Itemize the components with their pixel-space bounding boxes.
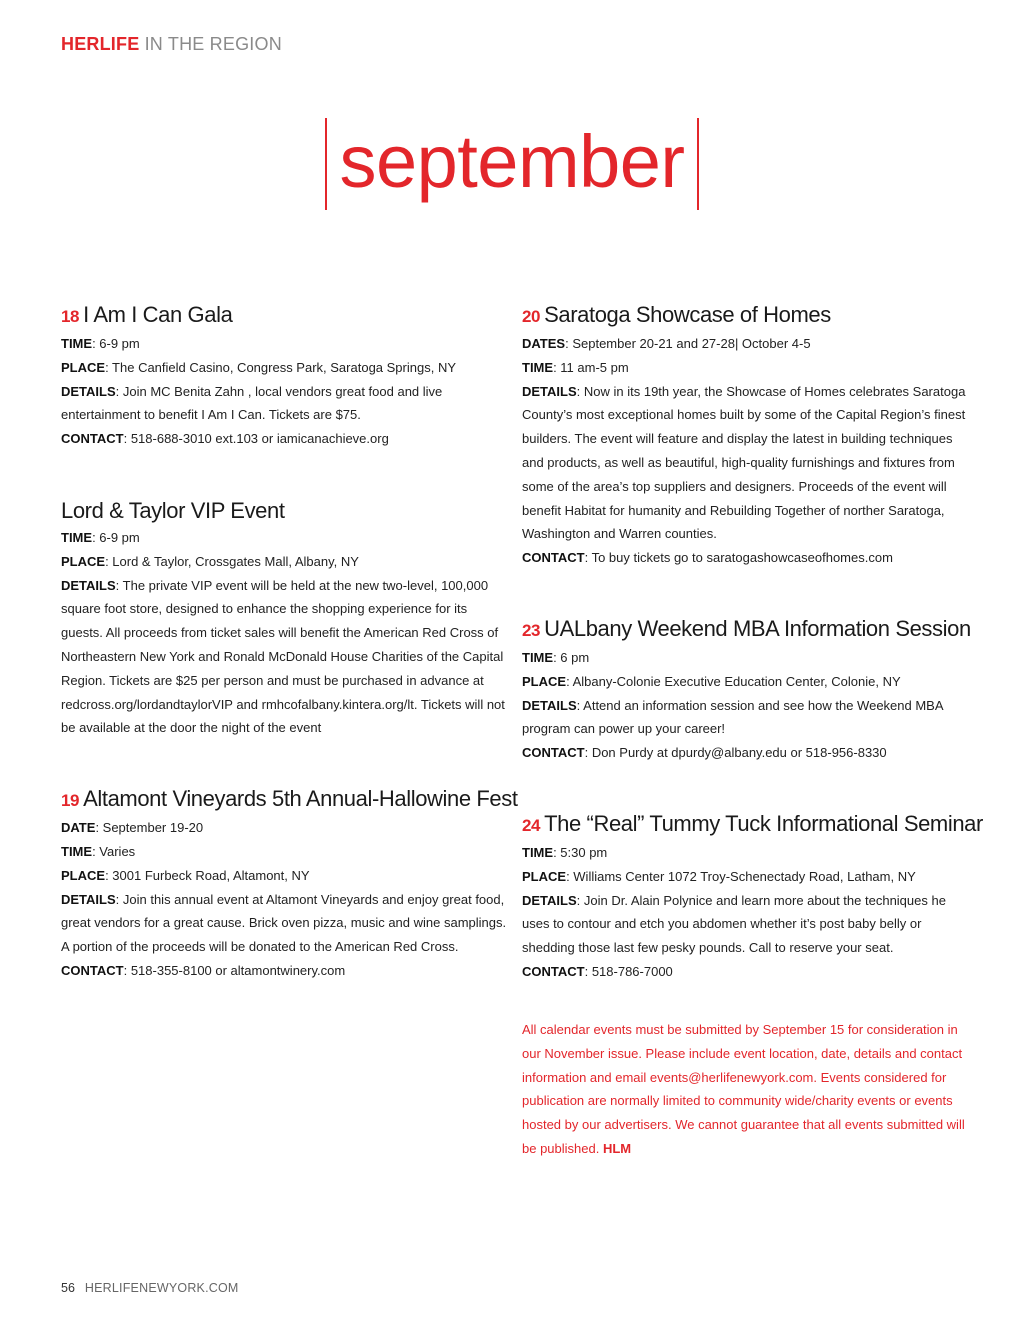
- event-title-text: UALbany Weekend MBA Information Session: [544, 615, 971, 641]
- event-details: DETAILS: Join Dr. Alain Polynice and learn more about the techniques he uses to contour and etch you abdomen whether it’s post baby belly or shedding those last few pesky pounds. Call to reserve your seat.: [522, 892, 946, 956]
- event-title: [522, 809, 983, 841]
- footer-site: HERLIFENEWYORK.COM: [84, 1281, 239, 1295]
- hlm-end-mark: HLM: [602, 1140, 632, 1156]
- event-place: PLACE: 3001 Furbeck Road, Altamont, NY: [61, 867, 310, 883]
- event-time: TIME: 6-9 pm: [61, 529, 140, 545]
- event-day: 18: [61, 307, 80, 326]
- event-i-am-i-can-gala: [61, 300, 509, 451]
- event-title: [61, 300, 509, 332]
- event-contact: CONTACT: Don Purdy at dpurdy@albany.edu or 518-956-8330: [522, 745, 887, 761]
- event-time: TIME: 6 pm: [522, 649, 590, 665]
- right-column: [522, 300, 983, 1018]
- page-footer: [61, 1279, 239, 1297]
- event-ualbany-mba: [522, 614, 970, 765]
- event-tummy-tuck-seminar: [522, 809, 983, 984]
- event-day: 19: [61, 791, 80, 811]
- event-date: DATE: September 19-20: [61, 820, 204, 836]
- event-contact: CONTACT: 518-786-7000: [522, 963, 673, 979]
- event-time: TIME: 5:30 pm: [522, 844, 608, 860]
- event-lord-taylor-vip: [61, 496, 509, 740]
- month-heading: september: [325, 118, 698, 210]
- event-title: [61, 784, 518, 816]
- event-contact: CONTACT: 518-355-8100 or altamontwinery.com: [61, 962, 346, 978]
- event-title-text: Altamont Vineyards 5th Annual-Hallowine Fest: [83, 786, 518, 812]
- event-place: PLACE: The Canfield Casino, Congress Park, Saratoga Springs, NY: [61, 359, 456, 375]
- event-day: 23: [522, 620, 541, 640]
- event-time: TIME: 11 am-5 pm: [522, 359, 629, 375]
- event-place: PLACE: Lord & Taylor, Crossgates Mall, Albany, NY: [61, 553, 359, 569]
- event-time: TIME: Varies: [61, 843, 136, 859]
- left-column: [61, 300, 518, 1017]
- event-title-text: Lord & Taylor VIP Event: [61, 497, 285, 523]
- brand-name: HERLIFE: [61, 34, 140, 54]
- event-title-text: The “Real” Tummy Tuck Informational Seminar: [544, 810, 983, 836]
- event-details: DETAILS: Join MC Benita Zahn , local vendors great food and live entertainment to benefit I Am I Can. Tickets are $75.: [61, 383, 443, 423]
- event-title: [522, 300, 970, 332]
- event-day: 20: [522, 307, 541, 326]
- event-details: DETAILS: Attend an information session and see how the Weekend MBA program can power up your career!: [522, 697, 943, 737]
- event-contact: CONTACT: To buy tickets go to saratogashowcaseofhomes.com: [522, 550, 893, 566]
- event-title: [61, 496, 509, 526]
- event-dates: DATES: September 20-21 and 27-28| October 4-5: [522, 336, 811, 351]
- month-heading-wrap: [0, 118, 1024, 210]
- event-day: 24: [522, 815, 541, 835]
- section-header: [61, 33, 282, 55]
- event-title-text: Saratoga Showcase of Homes: [544, 302, 831, 327]
- event-details: DETAILS: Join this annual event at Altamont Vineyards and enjoy great food, great vendors for a great cause. Brick oven pizza, music and wine samplings. A portion of the proceeds will be donated to the American Red Cross.: [61, 891, 507, 955]
- submission-note-text: All calendar events must be submitted by September 15 for consideration in our November issue. Please include event location, date, details and contact information and email events@herlifenewyork.com. Events considered for publication are normally limited to community wide/charity events or events hosted by our advertisers. We cannot guarantee that all events submitted will be published.: [522, 1022, 965, 1156]
- event-place: PLACE: Albany-Colonie Executive Education Center, Colonie, NY: [522, 673, 901, 689]
- section-name: IN THE REGION: [144, 34, 282, 54]
- event-time: TIME: 6-9 pm: [61, 336, 140, 351]
- event-altamont-hallowine: [61, 784, 518, 983]
- event-details: DETAILS: The private VIP event will be held at the new two-level, 100,000 square foot store, designed to enhance the shopping experience for its guests. All proceeds from ticket sales will benefit the American Red Cross of Northeastern New York and Ronald McDonald House Charities of the Capital Region. Tickets are $25 per person and must be purchased in advance at redcross.org/lordandtaylorVIP and rmhcofalbany.kintera.org/lt. Tickets will not be available at the door the night of the event: [61, 577, 505, 736]
- event-place: PLACE: Williams Center 1072 Troy-Schenectady Road, Latham, NY: [522, 868, 916, 884]
- page-number: 56: [61, 1281, 75, 1295]
- event-contact: CONTACT: 518-688-3010 ext.103 or iamicanachieve.org: [61, 431, 389, 447]
- event-saratoga-showcase: [522, 300, 970, 570]
- event-title-text: I Am I Can Gala: [83, 302, 233, 327]
- event-details: DETAILS: Now in its 19th year, the Showcase of Homes celebrates Saratoga County’s most exceptional homes built by some of the Capital Region’s finest builders. The event will feature and display the latest in building techniques and products, as well as beautiful, high-quality furnishings and fixtures from some of the area’s top suppliers and designers. Proceeds of the event will benefit Habitat for humanity and Rebuilding Together of norther Saratoga, Washington and Warren counties.: [522, 383, 966, 542]
- submission-note: [522, 1018, 967, 1161]
- event-title: [522, 614, 970, 646]
